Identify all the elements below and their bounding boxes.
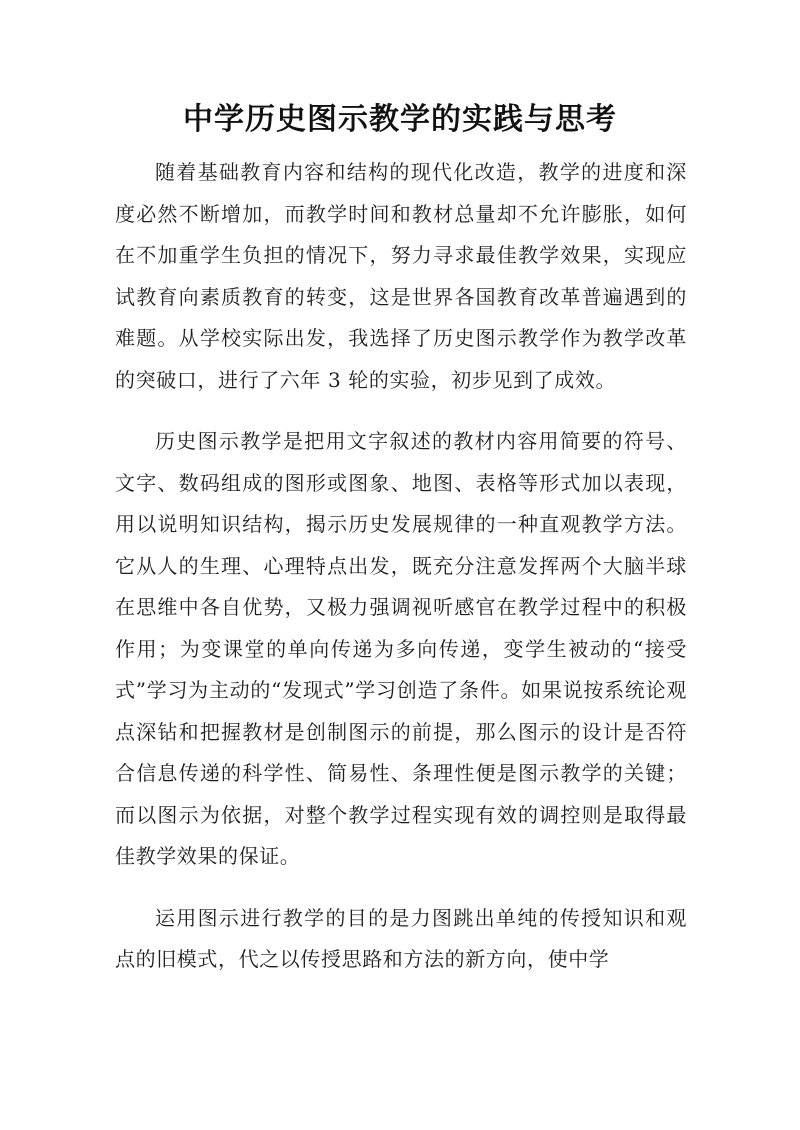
paragraph-3: 运用图示进行教学的目的是力图跳出单纯的传授知识和观点的旧模式，代之以传授思路和方法的新方向，使中学 bbox=[115, 905, 687, 971]
document-body bbox=[115, 152, 687, 1001]
document-title: 中学历史图示教学的实践与思考 bbox=[183, 102, 617, 137]
paragraph-1: 随着基础教育内容和结构的现代化改造，教学的进度和深度必然不断增加，而教学时间和教材总量却不允许膨胀，如何在不加重学生负担的情况下，努力寻求最佳教学效果，实现应试教育向素质教育的转变，这是世界各国教育改革普遍遇到的难题。从学校实际出发，我选择了历史图示教学作为教学改革的突破口，进行了六年 3 轮的实验，初步见到了成效。 bbox=[115, 160, 687, 392]
paragraph-2: 历史图示教学是把用文字叙述的教材内容用简要的符号、文字、数码组成的图形或图象、地图、表格等形式加以表现，用以说明知识结构，揭示历史发展规律的一种直观教学方法。它从人的生理、心理特点出发，既充分注意发挥两个大脑半球在思维中各自优势，又极力强调视听感官在教学过程中的积极作用；为变课堂的单向传递为多向传递，变学生被动的“接受式”学习为主动的“发现式”学习创造了条件。如果说按系统论观点深钻和把握教材是创制图示的前提，那么图示的设计是否符合信息传递的科学性、简易性、条理性便是图示教学的关键；而以图示为依据，对整个教学过程实现有效的调控则是取得最佳教学效果的保证。 bbox=[115, 429, 687, 868]
